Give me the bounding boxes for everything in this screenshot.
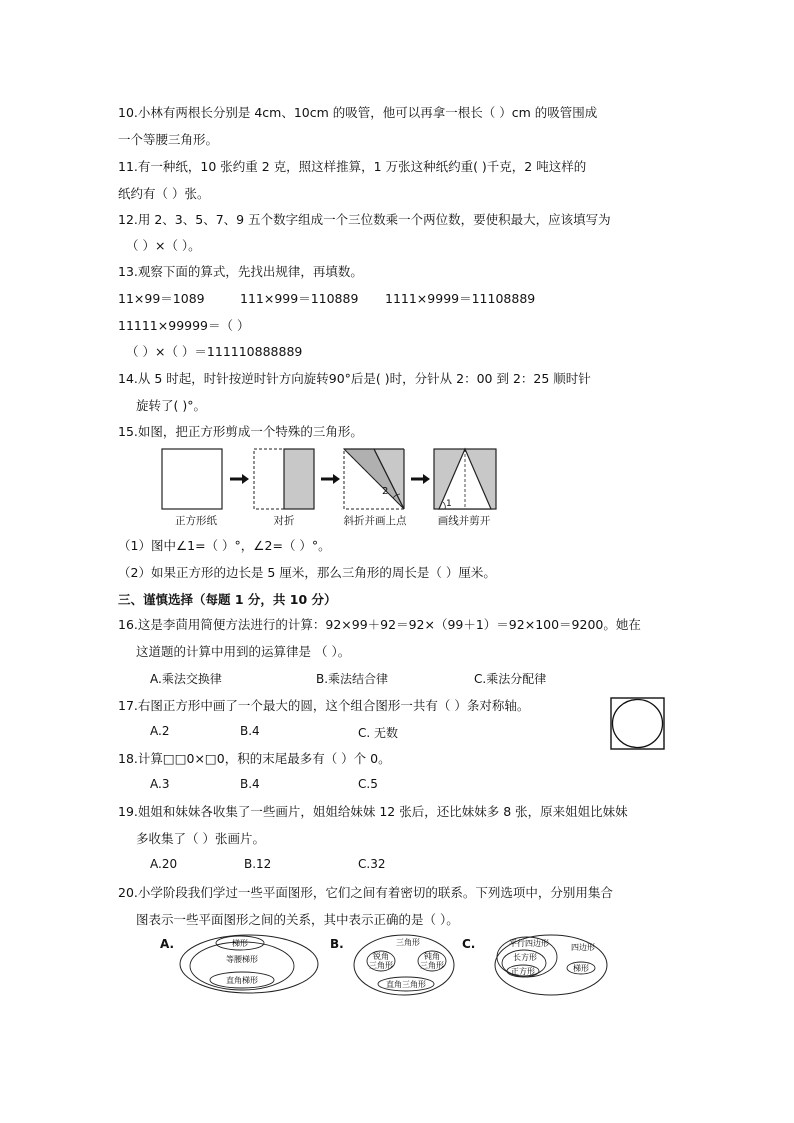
diagonal-fold-paper <box>344 449 404 509</box>
q12-line1: 12.用 2、3、5、7、9 五个数字组成一个三位数乘一个两位数，要使积最大，应该填写为 <box>118 212 611 227</box>
q20-line2: 图表示一些平面图形之间的关系，其中表示正确的是（ ）。 <box>136 912 459 927</box>
arrow-right-icon <box>230 474 249 484</box>
q13-eq4: 11111×99999＝（ ） <box>118 318 250 333</box>
q12-line2: （ ）×（ ）。 <box>126 238 201 253</box>
q15-sub1: （1）图中∠1=（ ）°，∠2=（ ）°。 <box>118 538 331 553</box>
q19-option-a[interactable]: A.20 <box>150 857 178 871</box>
q15-sub2: （2）如果正方形的边长是 5 厘米，那么三角形的周长是（ ）厘米。 <box>118 565 496 580</box>
venn-b-label-obtuse: 钝角 <box>424 952 440 961</box>
q13-eq3: 1111×9999＝11108889 <box>385 291 536 306</box>
q19-line1: 19.姐姐和妹妹各收集了一些画片，姐姐给妹妹 12 张后，还比妹妹多 8 张，原来姐姐比妹妹 <box>118 804 628 819</box>
q15-line1: 15.如图，把正方形剪成一个特殊的三角形。 <box>118 424 363 439</box>
venn-b-label-right-triangle: 直角三角形 <box>386 980 426 989</box>
venn-b-label-triangle: 三角形 <box>396 938 420 947</box>
q16-option-b[interactable]: B.乘法结合律 <box>316 672 389 686</box>
q20-option-c[interactable]: C. <box>462 937 476 951</box>
label-draw-cut: 画线并剪开 <box>437 515 491 527</box>
q20-line1: 20.小学阶段我们学过一些平面图形，它们之间有着密切的联系。下列选项中，分别用集合 <box>118 885 613 900</box>
arrow-right-icon <box>321 474 340 484</box>
venn-b-label-obtuse-triangle: 三角形 <box>420 961 444 970</box>
section3-title: 三、谨慎选择（每题 1 分，共 10 分） <box>118 592 337 607</box>
q18-option-c[interactable]: C.5 <box>358 777 378 791</box>
venn-diagram-c <box>493 933 611 997</box>
venn-a-label-trapezoid: 梯形 <box>232 939 248 948</box>
q10-line1: 10.小林有两根长分别是 4cm、10cm 的吸管，他可以再拿一根长（ ）cm 的吸管围成 <box>118 105 598 120</box>
q13-eq5: （ ）×（ ）＝111110888889 <box>126 344 303 359</box>
arrow-right-icon <box>411 474 430 484</box>
q17-option-c[interactable]: C. 无数 <box>358 726 399 740</box>
venn-diagram-b <box>352 933 456 997</box>
q13-line1: 13.观察下面的算式，先找出规律，再填数。 <box>118 264 363 279</box>
q18-line1: 18.计算□□0×□0，积的末尾最多有（ ）个 0。 <box>118 751 391 766</box>
q16-line2: 这道题的计算中用到的运算律是 （ ）。 <box>136 644 351 659</box>
q10-line2: 一个等腰三角形。 <box>118 132 219 147</box>
q11-line2: 纸约有（ ）张。 <box>118 186 210 201</box>
label-square-paper: 正方形纸 <box>175 515 217 527</box>
venn-c-label-square: 正方形 <box>511 967 535 976</box>
q13-eq1: 11×99＝1089 <box>118 291 205 306</box>
venn-c-label-trapezoid: 梯形 <box>573 964 589 973</box>
q17-option-a[interactable]: A.2 <box>150 724 170 738</box>
venn-c-label-quadrilateral: 四边形 <box>571 943 595 952</box>
q19-option-b[interactable]: B.12 <box>244 857 272 871</box>
q20-option-b[interactable]: B. <box>330 937 344 951</box>
square-circle-figure <box>610 697 666 751</box>
venn-diagram-a <box>178 933 320 995</box>
q13-eq2: 111×999＝110889 <box>240 291 359 306</box>
folding-diagram <box>150 444 510 514</box>
q11-line1: 11.有一种纸，10 张约重 2 克，照这样推算，1 万张这种纸约重( )千克，2 吨这样的 <box>118 159 587 174</box>
q18-option-a[interactable]: A.3 <box>150 777 170 791</box>
venn-a-label-isosceles: 等腰梯形 <box>226 955 258 964</box>
q16-option-a[interactable]: A.乘法交换律 <box>150 672 222 686</box>
q18-option-b[interactable]: B.4 <box>240 777 260 791</box>
angle-1-label: 1 <box>446 499 452 509</box>
angle-2-label: 2 <box>382 486 389 497</box>
venn-c-label-parallelogram: 平行四边形 <box>509 939 549 948</box>
q14-line1: 14.从 5 时起，时针按逆时针方向旋转90°后是( )时，分针从 2：00 到 2：25 顺时针 <box>118 371 591 386</box>
label-fold: 对折 <box>273 515 295 527</box>
square-paper <box>162 449 222 509</box>
q16-option-c[interactable]: C.乘法分配律 <box>474 672 547 686</box>
q19-line2: 多收集了（ ）张画片。 <box>136 831 265 846</box>
cut-triangle-paper <box>434 449 496 509</box>
q19-option-c[interactable]: C.32 <box>358 857 386 871</box>
venn-b-label-acute-triangle: 三角形 <box>369 961 393 970</box>
q20-option-a[interactable]: A. <box>160 937 175 951</box>
venn-a-label-right-trapezoid: 直角梯形 <box>226 976 258 985</box>
q17-line1: 17.右图正方形中画了一个最大的圆，这个组合图形一共有（ ）条对称轴。 <box>118 698 530 713</box>
venn-b-label-acute: 锐角 <box>373 952 389 961</box>
venn-c-label-rectangle: 长方形 <box>513 953 537 962</box>
q14-line2: 旋转了( )°。 <box>136 398 206 413</box>
q16-line1: 16.这是李茴用简便方法进行的计算：92×99＋92＝92×（99＋1）＝92×100＝9200。她在 <box>118 617 641 632</box>
q17-option-b[interactable]: B.4 <box>240 724 260 738</box>
folded-paper <box>254 449 314 509</box>
label-diagonal-fold: 斜折并画上点 <box>343 515 407 527</box>
